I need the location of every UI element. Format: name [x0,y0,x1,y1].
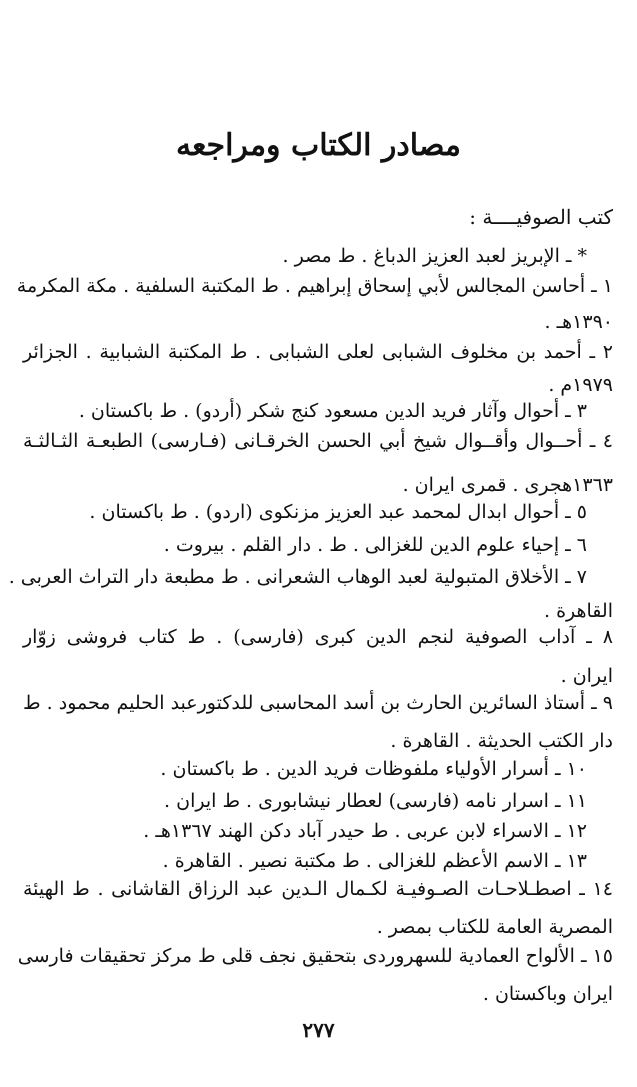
reference-line: ٨ ـ آداب الصوفية لنجم الدين كبرى (فارسى) . ط كتاب فروشى زوّار [23,626,613,648]
reference-line: ايران . [560,665,613,687]
reference-line: ١٤ ـ اصطـلاحـات الصـوفيـة لكـمال الـدين عبد الرزاق القاشانى . ط الهيئة [23,878,613,900]
reference-line: ١٢ ـ الاسراء لابن عربى . ط حيدر آباد دكن الهند ١٣٦٧هـ . [143,820,587,842]
reference-line: ٤ ـ أحــوال وأقــوال شيخ أبي الحسن الخرقـانى (فـارسى) الطبعـة الثـالثـة [23,430,613,452]
page-number: ٢٧٧ [302,1018,335,1042]
reference-line: ٦ ـ إحياء علوم الدين للغزالى . ط . دار القلم . بيروت . [163,534,587,556]
section-heading: كتب الصوفيــــة : [469,205,613,229]
reference-line: ٣ ـ أحوال وآثار فريد الدين مسعود كنج شكر (أردو) . ط باكستان . [78,400,587,422]
reference-line: ٢ ـ أحمد بن مخلوف الشبابى لعلى الشبابى . ط المكتبة الشبابية . الجزائر [23,341,613,363]
reference-line: ٧ ـ الأخلاق المتبولية لعبد الوهاب الشعرانى . ط مطبعة دار التراث العربى . [8,566,587,588]
reference-line: ١٣٩٠هـ . [544,311,613,333]
reference-line: ١٣ ـ الاسم الأعظم للغزالى . ط مكتبة نصير . القاهرة . [162,850,587,872]
reference-line: ١٣٦٣هجرى . قمرى ايران . [402,474,613,496]
reference-line: ايران وباكستان . [482,983,613,1005]
reference-line: ٩ ـ أستاذ السائرين الحارث بن أسد المحاسبى للدكتورعبد الحليم محمود . ط [23,692,613,714]
reference-line: ١٩٧٩م . [548,374,613,396]
reference-line: ٥ ـ أحوال ابدال لمحمد عبد العزيز مزنكوى (اردو) . ط باكستان . [89,501,587,523]
reference-line: ١١ ـ اسرار نامه (فارسى) لعطار نيشابورى . ط ايران . [164,790,587,812]
reference-line: دار الكتب الحديثة . القاهرة . [390,730,613,752]
reference-line: ١ ـ أحاسن المجالس لأبي إسحاق إبراهيم . ط المكتبة السلفية . مكة المكرمة [16,275,613,297]
page-title: مصادر الكتاب ومراجعه [176,128,461,163]
reference-line: المصرية العامة للكتاب بمصر . [376,916,613,938]
reference-line: ١٠ ـ أسرار الأولياء ملفوظات فريد الدين . ط باكستان . [160,758,587,780]
reference-line: * ـ الإبريز لعبد العزيز الدباغ . ط مصر . [282,245,587,267]
reference-line: القاهرة . [543,600,613,622]
reference-line: ١٥ ـ الألواح العمادية للسهروردى بتحقيق نجف قلى ط مركز تحقيقات فارسى [17,945,613,967]
